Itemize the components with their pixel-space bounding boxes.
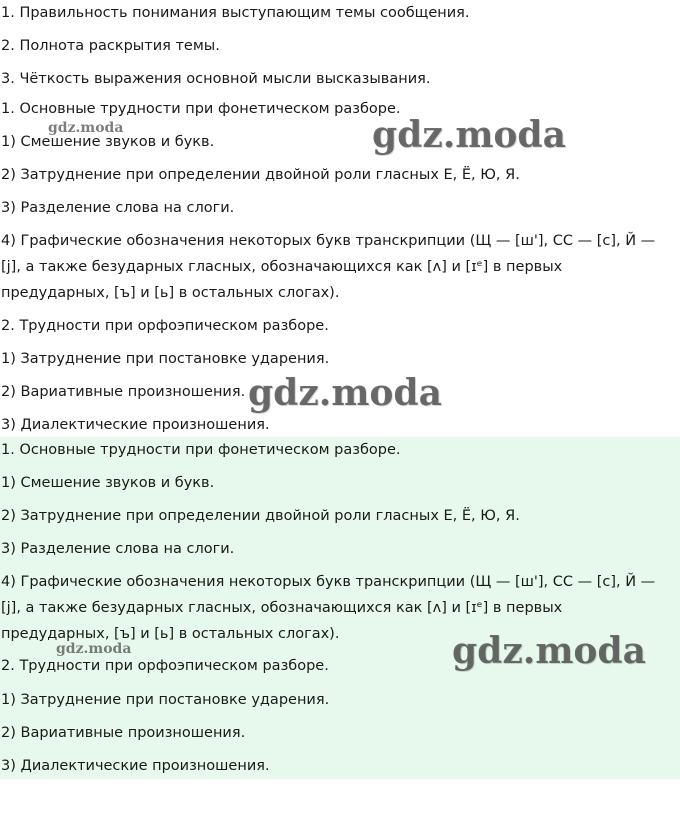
intro-item-3: 3. Чёткость выражения основной мысли высказывания.	[1, 71, 431, 87]
section-b-heading-1: 1. Основные трудности при фонетическом разборе.	[1, 442, 401, 458]
section-b-point-1: 1) Смешение звуков и букв.	[1, 475, 215, 491]
section-a-heading-1: 1. Основные трудности при фонетическом разборе.	[1, 101, 401, 117]
watermark-small: gdz.moda	[56, 641, 132, 657]
watermark-small: gdz.moda	[48, 120, 124, 136]
section-a-item-3: 3) Диалектические произношения.	[1, 417, 270, 433]
section-a-point-1: 1) Смешение звуков и букв.	[1, 134, 215, 150]
watermark-big: gdz.moda	[372, 114, 566, 156]
section-b-point-4: 4) Графические обозначения некоторых букв транскрипции (Щ — [ш'], СС — [с], Й — [j], а также безударных гласных, обозначающихся как [ʌ] и [ɪᵉ] в первых предударных, [ъ] и [ь] в остальных слогах).	[1, 574, 656, 642]
section-b-item-1: 1) Затруднение при постановке ударения.	[1, 692, 330, 708]
section-a-item-1: 1) Затруднение при постановке ударения.	[1, 351, 330, 367]
section-a-point-4: 4) Графические обозначения некоторых букв транскрипции (Щ — [ш'], СС — [с], Й — [j], а также безударных гласных, обозначающихся как [ʌ] и [ɪᵉ] в первых предударных, [ъ] и [ь] в остальных слогах).	[1, 233, 656, 301]
section-b-item-2: 2) Вариативные произношения.	[1, 725, 246, 741]
section-a-point-2: 2) Затруднение при определении двойной роли гласных Е, Ё, Ю, Я.	[1, 167, 520, 183]
intro-item-1: 1. Правильность понимания выступающим темы сообщения.	[1, 5, 470, 21]
section-a-item-2: 2) Вариативные произношения.	[1, 384, 246, 400]
intro-item-2: 2. Полнота раскрытия темы.	[1, 38, 220, 54]
section-b-point-2: 2) Затруднение при определении двойной роли гласных Е, Ё, Ю, Я.	[1, 508, 520, 524]
section-b-point-3: 3) Разделение слова на слоги.	[1, 541, 235, 557]
section-b-item-3: 3) Диалектические произношения.	[1, 758, 270, 774]
watermark-big: gdz.moda	[452, 630, 646, 672]
section-a-heading-2: 2. Трудности при орфоэпическом разборе.	[1, 318, 329, 334]
section-a-point-3: 3) Разделение слова на слоги.	[1, 200, 235, 216]
section-b-heading-2: 2. Трудности при орфоэпическом разборе.	[1, 658, 329, 674]
watermark-big: gdz.moda	[248, 372, 442, 414]
